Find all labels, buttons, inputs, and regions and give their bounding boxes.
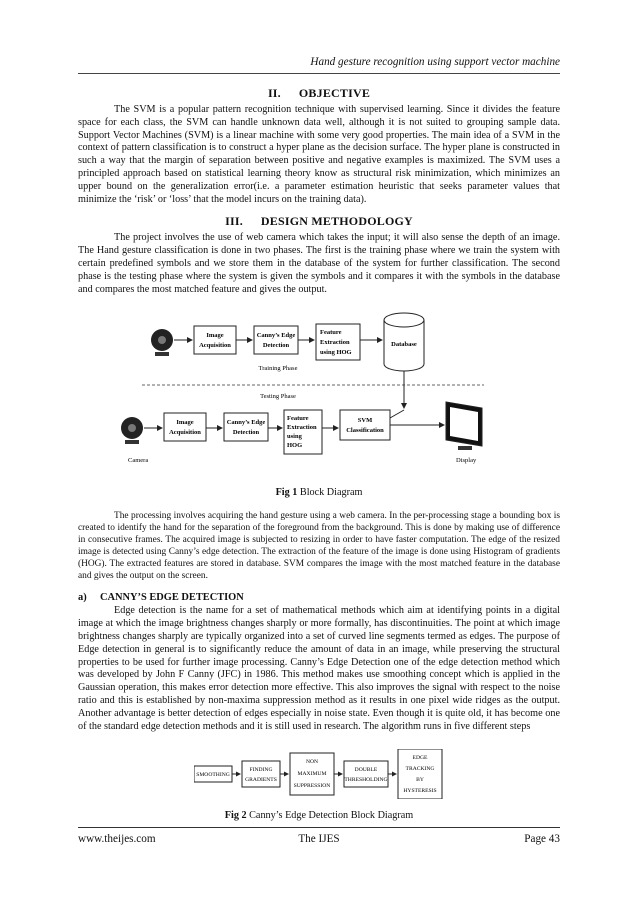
footer-rule: [78, 827, 560, 828]
step-smoothing: SMOOTHING: [196, 772, 230, 779]
design-methodology-paragraph: The project involves the use of web camera which takes the input; it will also sense the depth of an image. The Hand gesture classification is done in two phases. The first is the training phase where we train the system with certain predefined symbols and we store them in the database of the system for further classification. The second phase is the testing phase where the system is given the symbols and it compares it with the symbols in the database and compares the most matched feature and gives the output.: [78, 232, 560, 295]
test-box3-line1: Feature: [287, 415, 309, 423]
subsection-a-heading: [78, 592, 560, 603]
fig1-caption: [104, 487, 534, 498]
test-box4-line1: SVM: [357, 417, 373, 425]
header-rule: [78, 73, 560, 74]
train-image-acquisition-box: [194, 326, 236, 354]
train-box3-line1: Feature: [320, 329, 342, 337]
database-label: Database: [391, 341, 417, 349]
subsection-a-label: a): [78, 592, 87, 604]
section-2-title: OBJECTIVE: [298, 86, 371, 100]
footer-journal: The IJES: [298, 833, 340, 845]
train-box1-line2: Acquisition: [199, 342, 231, 350]
display-label: Display: [456, 457, 477, 465]
fig1-caption-label: Fig 1: [275, 487, 298, 499]
step-tracking-l2: TRACKING: [405, 766, 435, 773]
test-box3-line2: Extraction: [287, 424, 317, 432]
training-phase-label: Training Phase: [258, 365, 298, 373]
step-nms-l1: NON: [305, 759, 319, 766]
train-box3-line2: Extraction: [320, 339, 350, 347]
test-box2-line2: Detection: [232, 429, 260, 437]
train-box2-line2: Detection: [262, 342, 290, 350]
fig2-caption-label: Fig 2: [224, 810, 247, 822]
webcam-icon: [151, 329, 173, 356]
fig2-canny-diagram: [194, 749, 444, 821]
fig1-svg: [104, 310, 534, 478]
test-box1-line2: Acquisition: [169, 429, 201, 437]
train-box1-line1: Image: [206, 332, 224, 340]
section-2-number: II.: [267, 86, 281, 100]
canny-paragraph: Edge detection is the name for a set of mathematical methods which aim at identifying points in a digital image at which the image brightness changes sharply or more formally, has discontinuities. The point at which image brightness changes sharply are typically organized into a set of curved line segments termed as edges. The purpose of Edge detection in general is to significantly reduce the amount of data in an image, while preserving the structural properties to be used for further image processing. Canny’s Edge Detection one of the edge detection method which was developed by John F Canny (JFC) in 1986. This method makes use smoothing concept which is applied in the Gaussian operation, this makes error detection more effective. This also improves the signal with respect to the noise ratio and this is established by non-maxima suppression method as it results in one pixel wide ridges as the output. Another advantage is better detection of edges especially in noise state. Even though it is quite old, it has become one of the standard edge detection methods and it is still used in research. The algorithm runs in five different steps: [78, 605, 560, 732]
fig2-svg: [194, 749, 444, 799]
step-tracking-l3: BY: [416, 777, 424, 784]
display-monitor-icon: [446, 402, 482, 450]
section-3-title: DESIGN METHODOLOGY: [260, 214, 413, 229]
fig1-caption-text: Block Diagram: [299, 487, 363, 499]
section-3-heading: [78, 214, 560, 229]
fig2-caption-text: Canny’s Edge Detection Block Diagram: [249, 810, 414, 822]
test-box3-line3: using: [287, 433, 302, 441]
fig2-caption: [194, 810, 444, 821]
fig1-block-diagram: [104, 310, 534, 498]
footer-page-number: Page 43: [524, 833, 560, 845]
train-canny-box: [254, 326, 298, 354]
subsection-a-title: CANNY’S EDGE DETECTION: [100, 592, 244, 604]
test-box3-line4: HOG: [287, 442, 303, 450]
test-box4-line2: Classification: [346, 427, 384, 435]
step-nms-l2: MAXIMUM: [297, 771, 327, 778]
section-2-heading: [78, 86, 560, 101]
step-tracking-l4: HYSTERESIS: [403, 788, 437, 795]
testing-phase-label: Testing Phase: [260, 393, 296, 401]
train-box3-line3: using HOG: [320, 349, 352, 357]
train-box2-line1: Canny’s Edge: [256, 332, 296, 340]
step-gradients-l1: FINDING: [249, 767, 273, 774]
step-gradients-l2: GRADIENTS: [245, 777, 277, 784]
test-image-acquisition-box: [164, 413, 206, 441]
test-svm-box: [340, 410, 390, 440]
test-canny-box: [224, 413, 268, 441]
step-threshold-l1: DOUBLE: [354, 767, 378, 774]
processing-paragraph: The processing involves acquiring the hand gesture using a web camera. In the per-processing stage a bounding box is created to identify the hand for the separation of the foreground from the background. This is done by making use of difference in consecutive frames. The acquired image is subjected to resizing in order to have faster computation. The edge of the resized image is detected using Canny’s edge detection. The extraction of the feature of the image is done using Histogram of gradients (HOG). The extracted features are stored in database. SVM compares the image with the most matched feature in the database and gives the output on the screen.: [78, 511, 560, 582]
step-nms-l3: SUPPRESSION: [293, 783, 331, 790]
running-header: Hand gesture recognition using support vector machine: [310, 56, 560, 68]
step-double-threshold-box: [344, 761, 388, 787]
test-box1-line1: Image: [176, 419, 194, 427]
step-threshold-l2: THRESHOLDING: [344, 777, 388, 784]
webcam-icon-testing: [121, 417, 143, 444]
section-3-number: III.: [225, 214, 243, 229]
step-finding-gradients-box: [242, 761, 280, 787]
page-content: [78, 80, 560, 821]
objective-paragraph: The SVM is a popular pattern recognition technique with supervised learning. Since it divides the feature space for each class, the SVM can handle unknown data well, although it is not suited to grouping sample data. Support Vector Machines (SVM) is a linear machine with some very good properties. The main idea of a SVM in the context of pattern classification is to construct a hyper plane as the decision surface. The hyper plane is constructed in such a way that the margin of separation between positive and negative examples is maximized. The SVM uses a principled approach based on statistical learning theory know as structural risk minimization, which minimizes an upper bound on the generalization error(i.e. a parameter estimation heuristic that seeks parameter values that minimize the ‘risk’ or ‘loss’ that the model incurs on the training data).: [78, 104, 560, 205]
footer-website: www.theijes.com: [78, 833, 156, 845]
camera-label: Camera: [128, 457, 149, 465]
test-box2-line1: Canny’s Edge: [226, 419, 266, 427]
step-tracking-l1: EDGE: [412, 755, 428, 762]
